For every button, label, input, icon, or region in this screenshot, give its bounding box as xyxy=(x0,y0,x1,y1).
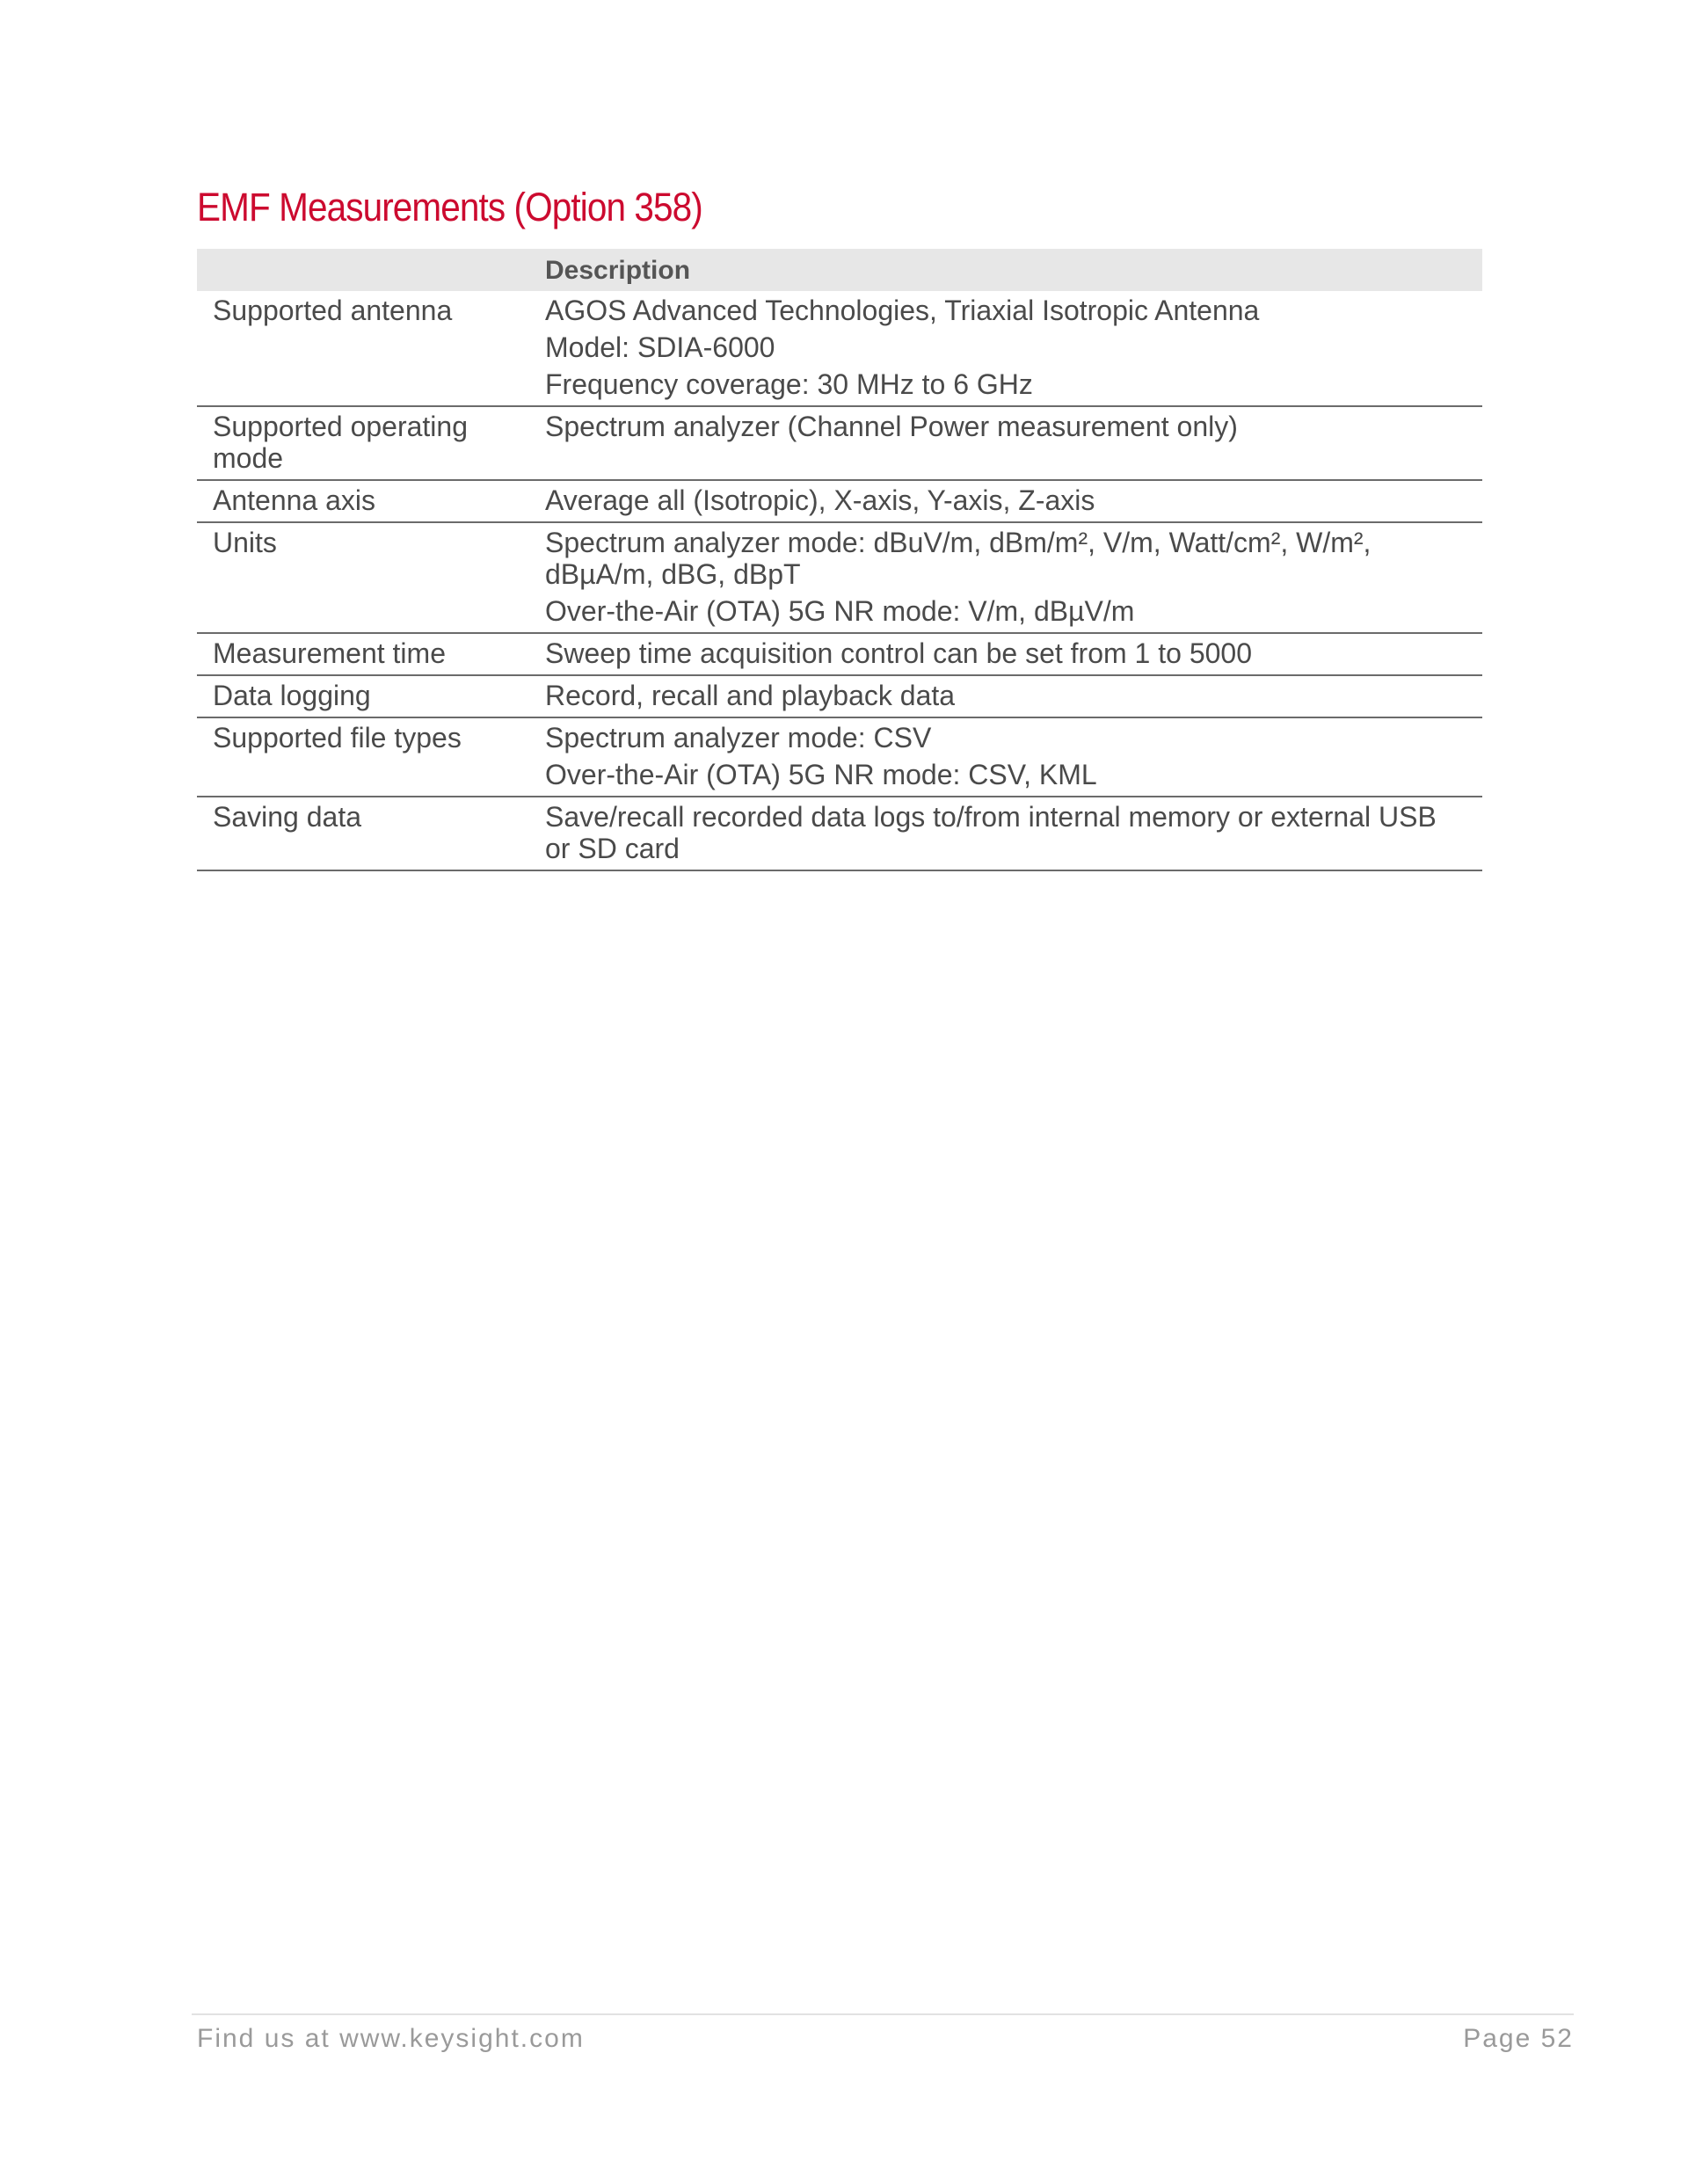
table-header-row xyxy=(197,249,1482,291)
description-line: Spectrum analyzer mode: dBuV/m, dBm/m², V/m, Watt/cm², W/m², dBµA/m, dBG, dBpT xyxy=(545,527,1372,590)
table-row xyxy=(197,406,1482,480)
description-line: Frequency coverage: 30 MHz to 6 GHz xyxy=(545,368,1033,400)
footer-page-number: Page 52 xyxy=(1463,2024,1574,2053)
page-title: EMF Measurements (Option 358) xyxy=(197,185,702,229)
row-label: Units xyxy=(197,522,543,633)
table-row xyxy=(197,480,1482,522)
description-line: Over-the-Air (OTA) 5G NR mode: V/m, dBµV/m xyxy=(545,595,1135,627)
footer-website-link[interactable]: Find us at www.keysight.com xyxy=(197,2024,585,2053)
table-row xyxy=(197,717,1482,797)
row-label: Saving data xyxy=(197,797,543,870)
description-line: Over-the-Air (OTA) 5G NR mode: CSV, KML xyxy=(545,759,1097,790)
table-row xyxy=(197,522,1482,633)
row-description xyxy=(543,717,1482,797)
row-label: Supported operating mode xyxy=(197,406,543,480)
description-line: Record, recall and playback data xyxy=(545,680,956,711)
row-description xyxy=(543,797,1482,870)
table-row xyxy=(197,797,1482,870)
table-row xyxy=(197,633,1482,675)
header-label xyxy=(197,249,543,291)
row-label: Measurement time xyxy=(197,633,543,675)
table-row xyxy=(197,291,1482,406)
description-line: AGOS Advanced Technologies, Triaxial Isotropic Antenna xyxy=(545,295,1260,326)
row-description xyxy=(543,480,1482,522)
description-line: Spectrum analyzer (Channel Power measurement only) xyxy=(545,411,1238,442)
row-description xyxy=(543,522,1482,633)
table-row xyxy=(197,675,1482,717)
description-line: Spectrum analyzer mode: CSV xyxy=(545,722,932,753)
footer-divider xyxy=(192,2013,1574,2015)
row-description xyxy=(543,675,1482,717)
row-description xyxy=(543,633,1482,675)
row-label: Supported file types xyxy=(197,717,543,797)
row-label: Data logging xyxy=(197,675,543,717)
header-description: Description xyxy=(543,249,1482,291)
description-line: Average all (Isotropic), X-axis, Y-axis, Z-axis xyxy=(545,484,1095,516)
description-line: Model: SDIA-6000 xyxy=(545,331,775,363)
row-label: Antenna axis xyxy=(197,480,543,522)
row-description xyxy=(543,291,1482,406)
row-description xyxy=(543,406,1482,480)
spec-table xyxy=(197,249,1482,871)
description-line: Save/recall recorded data logs to/from internal memory or external USB or SD card xyxy=(545,801,1437,864)
row-label: Supported antenna xyxy=(197,291,543,406)
description-line: Sweep time acquisition control can be set from 1 to 5000 xyxy=(545,637,1252,669)
